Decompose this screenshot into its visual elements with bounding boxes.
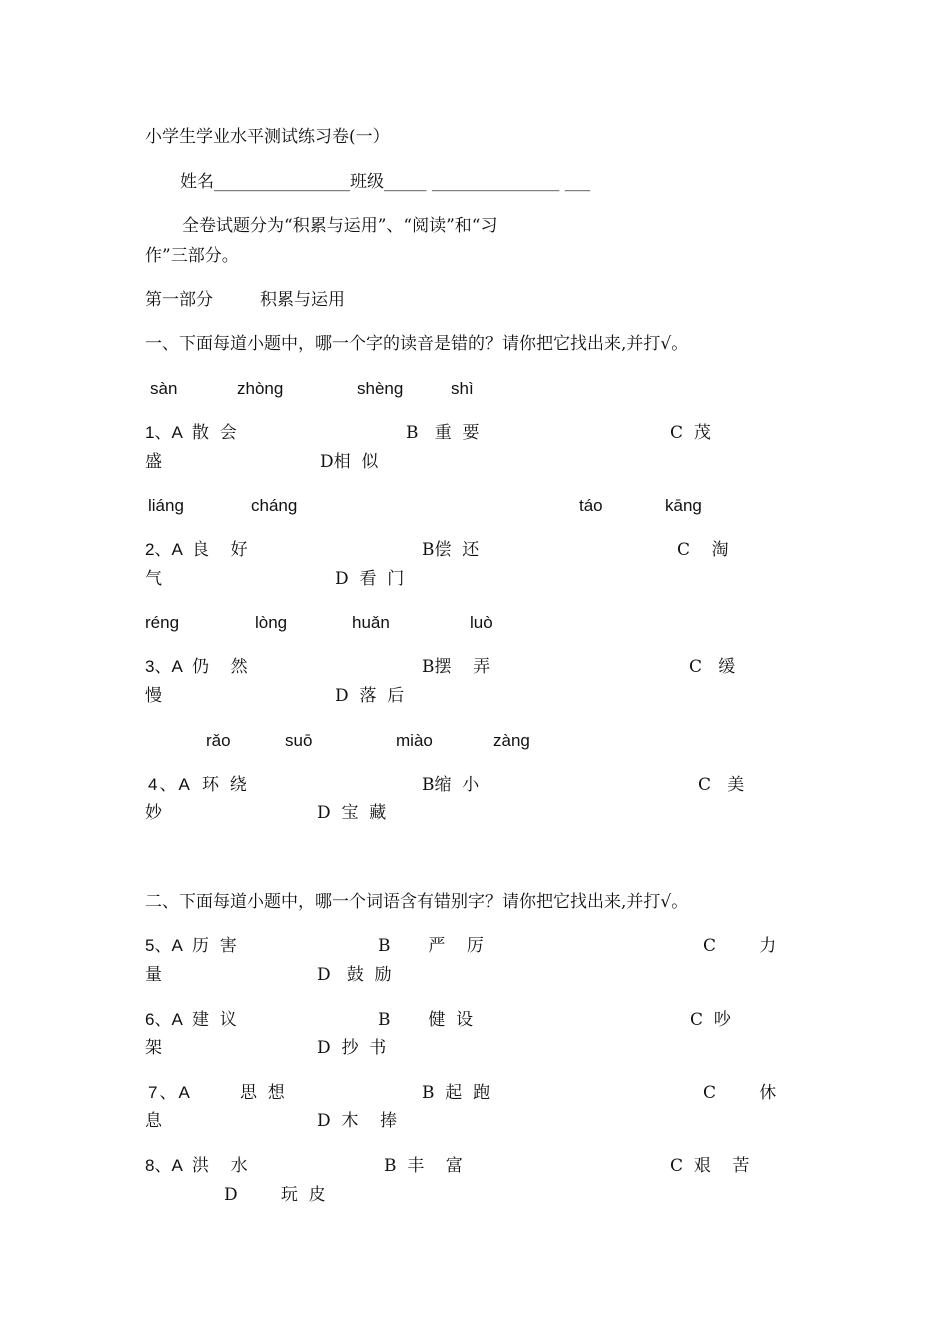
question-number: 2、A (145, 540, 183, 559)
option-d: D相 似 (320, 452, 379, 472)
option-c: C 吵 (690, 1010, 731, 1030)
question-number: 1、A (145, 423, 183, 442)
option-c-continued: 盛 (145, 452, 162, 472)
question-number: 6、A (145, 1010, 183, 1029)
option-c-continued: 慢 (145, 686, 162, 706)
pinyin: cháng (251, 496, 298, 515)
option-b: B 严 厉 (378, 936, 484, 956)
option-d: D 鼓 励 (317, 965, 392, 985)
pinyin: lòng (255, 613, 288, 632)
pinyin: suō (285, 731, 313, 750)
option-c: C 美 (698, 775, 745, 795)
pinyin: réng (145, 613, 180, 632)
option-d: D 落 后 (335, 686, 405, 706)
option-b: B摆 弄 (422, 657, 491, 677)
option-c: C 力 (703, 936, 777, 956)
option-a: 良 好 (192, 540, 248, 560)
page-title: 小学生学业水平测试练习卷(一） (145, 127, 390, 147)
pinyin: miào (396, 731, 433, 750)
pinyin: shì (451, 379, 474, 398)
option-c-continued: 息 (145, 1111, 162, 1131)
option-a: 洪 水 (192, 1156, 248, 1176)
option-d: D 宝 藏 (317, 803, 387, 823)
option-c: C 休 (703, 1083, 777, 1103)
question-number: 3、A (145, 657, 183, 676)
pinyin: rǎo (206, 731, 231, 750)
question-number: 4、A (148, 775, 192, 794)
option-c: C 茂 (670, 423, 711, 443)
pinyin: zàng (493, 731, 530, 750)
option-a: 仍 然 (192, 657, 248, 677)
question-number: 8、A (145, 1156, 183, 1175)
option-c-continued: 妙 (145, 803, 162, 823)
pinyin: shèng (357, 379, 404, 398)
option-b: B 健 设 (378, 1010, 474, 1030)
option-d: D 看 门 (335, 569, 405, 589)
option-c-continued: 气 (145, 569, 162, 589)
pinyin: sàn (150, 379, 178, 398)
option-a: 思 想 (240, 1083, 285, 1103)
pinyin: táo (579, 496, 603, 515)
option-c: C 艰 苦 (670, 1156, 750, 1176)
option-b: B缩 小 (422, 775, 480, 795)
pinyin: kāng (665, 496, 702, 515)
question-number: 5、A (145, 936, 183, 955)
option-c-continued: 量 (145, 965, 162, 985)
question-number: 7、A (148, 1083, 192, 1102)
option-b: B偿 还 (422, 540, 480, 560)
part1-name: 积累与运用 (260, 290, 345, 310)
pinyin: liáng (148, 496, 184, 515)
option-b: B 起 跑 (422, 1083, 491, 1103)
option-a: 历 害 (192, 936, 237, 956)
option-d: D 木 捧 (317, 1111, 398, 1131)
option-d: D 玩 皮 (224, 1185, 326, 1205)
section1-heading: 一、下面每道小题中，哪一个字的读音是错的？请你把它找出来,并打√。 (145, 334, 689, 354)
option-b: B 重 要 (406, 423, 480, 443)
pinyin: luò (470, 613, 493, 632)
option-a: 环 绕 (202, 775, 247, 795)
pinyin: huǎn (352, 613, 390, 632)
option-d: D 抄 书 (317, 1038, 387, 1058)
option-a: 散 会 (192, 423, 237, 443)
option-c: C 淘 (677, 540, 729, 560)
pinyin: zhòng (237, 379, 284, 398)
option-a: 建 议 (192, 1010, 237, 1030)
name-class-line: 姓名________________班级_____ _______________ ___ (180, 172, 591, 192)
option-c-continued: 架 (145, 1038, 162, 1058)
intro-line-2: 作”三部分。 (145, 246, 239, 266)
option-c: C 缓 (689, 657, 736, 677)
intro-line-1: 全卷试题分为“积累与运用”、“阅读”和“习 (182, 216, 498, 236)
option-b: B 丰 富 (384, 1156, 463, 1176)
section2-heading: 二、下面每道小题中，哪一个词语含有错别字？请你把它找出来,并打√。 (145, 892, 689, 912)
part1-label: 第一部分 (145, 290, 213, 310)
